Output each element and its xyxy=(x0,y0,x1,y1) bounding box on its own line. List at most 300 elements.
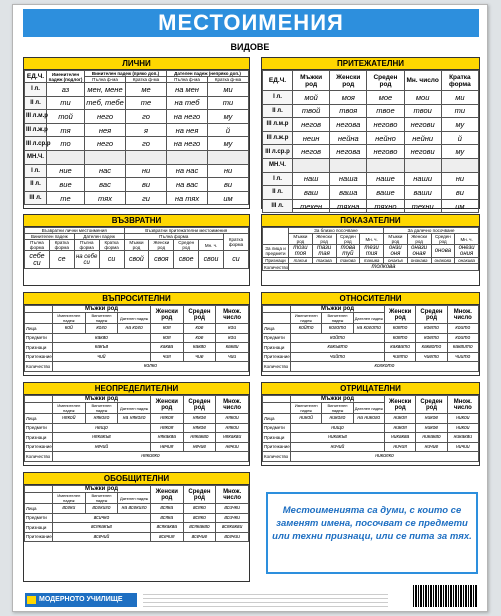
vaprositelni-value: кое xyxy=(183,324,216,334)
lichni-cell: него xyxy=(85,137,126,151)
obobshtitelni-row xyxy=(25,504,249,514)
obobshtitelni-value: всякакви xyxy=(216,523,249,533)
vaprositelni-row xyxy=(25,324,249,334)
otnositelni-value: която xyxy=(384,333,415,343)
pritejatelni-cell: моя xyxy=(330,91,367,105)
lichni-cell: ни xyxy=(126,164,167,178)
otricatelni-value: никоя xyxy=(384,414,415,424)
vaz-v-8: си xyxy=(224,251,249,269)
lichni-cell: на него xyxy=(167,110,208,124)
pritejatelni-cell: II л. xyxy=(263,186,293,200)
pok-g-0: Мъжки род xyxy=(289,234,313,245)
otnositelni-value: чиято xyxy=(384,352,415,362)
lichni-row xyxy=(25,123,249,137)
neopredelitelni-col-head: Женски род xyxy=(150,396,183,414)
otricatelni-value: ничия xyxy=(384,442,415,452)
otnositelni-value: което xyxy=(416,324,447,334)
vaz-h4-6: Среден род xyxy=(174,240,199,251)
vazvratni-table xyxy=(24,227,249,269)
otricatelni-corner-2 xyxy=(263,403,291,414)
prit-h-3: Среден род xyxy=(367,71,404,91)
pok-r0-v4: онзи оня xyxy=(384,245,408,258)
otricatelni-col-head: Множ. число xyxy=(447,396,478,414)
lichni-cell: I л. xyxy=(25,83,47,97)
pok-r0-v7: онези ония xyxy=(455,245,479,258)
pok-r1-v7: онакива xyxy=(455,258,479,264)
pok-r2-v0: толкова xyxy=(289,264,479,271)
vaz-v-6: свое xyxy=(174,251,199,269)
otricatelni-row xyxy=(263,423,479,433)
pritejatelni-cell: й xyxy=(441,131,478,145)
pokazatelni-title: ПОКАЗАТЕЛНИ xyxy=(262,215,479,227)
obobshtitelni-panel xyxy=(23,472,250,582)
lichni-cell: я xyxy=(126,123,167,137)
pok-g-5: Женски род xyxy=(407,234,431,245)
lichni-cell: ви xyxy=(208,178,249,192)
neopredelitelni-title: НЕОПРЕДЕЛИТЕЛНИ xyxy=(24,383,249,395)
vaprositelni-value: кое xyxy=(183,333,216,343)
definition-note: Местоименията са думи, с които се заменят имена, посочват се предмети или техни признаци, или се пита за тях. xyxy=(266,492,478,574)
page-title: МЕСТОИМЕНИЯ xyxy=(23,9,479,37)
vaprositelni-table xyxy=(24,305,249,372)
pok-corner xyxy=(263,228,289,245)
lichni-cell xyxy=(167,150,208,164)
neopredelitelni-row xyxy=(25,414,249,424)
pritejatelni-row xyxy=(263,118,479,132)
neopredelitelni-value: някакъв xyxy=(53,433,151,443)
barcode xyxy=(413,585,477,607)
otnositelni-col-head: Женски род xyxy=(384,306,415,324)
pok-g-2: Среден род xyxy=(336,234,360,245)
lichni-row xyxy=(25,150,249,164)
otnositelni-title: ОТНОСИТЕЛНИ xyxy=(262,293,479,305)
otricatelni-value: на никого xyxy=(353,414,384,424)
pritejatelni-cell: неин xyxy=(293,131,330,145)
pritejatelni-cell: нейни xyxy=(404,131,441,145)
lichni-sh-0: Пълна ф-ма xyxy=(85,77,126,83)
otnositelni-corner-2 xyxy=(263,313,291,324)
otricatelni-sub-head: Винителен падеж xyxy=(322,403,353,414)
prit-h-2: Женски род xyxy=(330,71,367,91)
lichni-cell: те xyxy=(126,96,167,110)
prit-h-5: Кратка форма xyxy=(441,71,478,91)
vaz-h3-3: Кратка форма xyxy=(224,234,249,251)
vaprositelni-value: коя xyxy=(150,333,183,343)
neopredelitelni-panel xyxy=(23,382,250,466)
pok-r0-v3: тези тия xyxy=(360,245,384,258)
pok-r1-v1: такава xyxy=(312,258,336,264)
prit-h-0: ЕД.Ч. xyxy=(263,71,293,91)
lichni-h-1: Именителен падеж (подлог) xyxy=(47,71,85,83)
vaprositelni-col-head: Женски род xyxy=(150,306,183,324)
vaz-v-7: свои xyxy=(199,251,224,269)
pok-g-7: Мн. ч. xyxy=(455,234,479,245)
otricatelni-row xyxy=(263,452,479,462)
pritejatelni-cell: тяхна xyxy=(330,199,367,213)
obobshtitelni-value: всяка xyxy=(150,513,183,523)
otnositelni-value: каквато xyxy=(384,343,415,353)
otnositelni-row-label: Количество xyxy=(263,362,291,372)
lichni-cell: той xyxy=(47,110,85,124)
vaprositelni-panel xyxy=(23,292,250,376)
lichni-cell: теб, тебе xyxy=(85,96,126,110)
pritejatelni-cell: ти xyxy=(441,104,478,118)
otricatelni-value: никое xyxy=(416,423,447,433)
otnositelni-value: чийто xyxy=(291,352,385,362)
otricatelni-col-head: Женски род xyxy=(384,396,415,414)
obobshtitelni-value: всяка xyxy=(150,504,183,514)
vaz-h4-7: Мн. ч. xyxy=(199,240,224,251)
neopredelitelni-value: на някого xyxy=(118,414,151,424)
vazvratni-title: ВЪЗВРАТНИ xyxy=(24,215,249,227)
obobshtitelni-row-label: Лица xyxy=(25,504,53,514)
otricatelni-value: никакво xyxy=(416,433,447,443)
neopredelitelni-col-head: Множ. число xyxy=(216,396,249,414)
pritejatelni-title: ПРИТЕЖАТЕЛНИ xyxy=(262,58,479,70)
pritejatelni-cell: ваша xyxy=(330,186,367,200)
otricatelni-table xyxy=(262,395,479,462)
neopredelitelni-row-label: Предмети xyxy=(25,423,53,433)
otnositelni-value: когото xyxy=(322,324,353,334)
vaz-v-2: на себе си xyxy=(74,251,99,269)
neopredelitelni-table xyxy=(24,395,249,462)
vaprositelni-value: кого xyxy=(85,324,118,334)
vaprositelni-corner-2 xyxy=(25,313,53,324)
obobshtitelni-title: ОБОБЩИТЕЛНИ xyxy=(24,473,249,485)
lichni-cell: него xyxy=(85,110,126,124)
lichni-cell: III л. xyxy=(25,191,47,205)
pritejatelni-cell xyxy=(367,158,404,172)
pritejatelni-row xyxy=(263,145,479,159)
neopredelitelni-value: някакви xyxy=(216,433,249,443)
lichni-cell: го xyxy=(126,137,167,151)
vaprositelni-value: кой xyxy=(53,324,86,334)
obobshtitelni-row xyxy=(25,523,249,533)
pok-r0-v1: тази тая xyxy=(312,245,336,258)
obobshtitelni-corner-2 xyxy=(25,493,53,504)
otricatelni-value: никой xyxy=(291,414,322,424)
otricatelni-value: никои xyxy=(447,414,478,424)
pritejatelni-cell: техни xyxy=(404,199,441,213)
otnositelni-sub-head: Именителен падеж xyxy=(291,313,322,324)
otricatelni-row-label: Предмети xyxy=(263,423,291,433)
neopredelitelni-value: нечие xyxy=(183,442,216,452)
obobshtitelni-row xyxy=(25,532,249,542)
otnositelni-row xyxy=(263,324,479,334)
otnositelni-value: които xyxy=(447,333,478,343)
pritejatelni-cell: негови xyxy=(404,145,441,159)
otricatelni-value: никакви xyxy=(447,433,478,443)
pritejatelni-cell: ваш xyxy=(293,186,330,200)
lichni-cell: ние xyxy=(47,164,85,178)
vaprositelni-row-label: Признаци xyxy=(25,343,53,353)
otnositelni-col-head: Мъжки род xyxy=(291,306,385,313)
obobshtitelni-value: всякакво xyxy=(183,523,216,533)
lichni-cell: на тях xyxy=(167,191,208,205)
pritejatelni-row xyxy=(263,186,479,200)
pok-r0-v5: онази оная xyxy=(407,245,431,258)
pritejatelni-cell: нейна xyxy=(330,131,367,145)
pritejatelni-cell: твоя xyxy=(330,104,367,118)
pok-r1-v0: такъв xyxy=(289,258,313,264)
otnositelni-row xyxy=(263,362,479,372)
pritejatelni-cell: МН.Ч. xyxy=(263,158,293,172)
pritejatelni-cell: ви xyxy=(441,186,478,200)
lichni-cell: тях xyxy=(85,191,126,205)
vaprositelni-title: ВЪПРОСИТЕЛНИ xyxy=(24,293,249,305)
logo-icon xyxy=(27,596,36,604)
lichni-cell xyxy=(208,150,249,164)
neopredelitelni-corner-2 xyxy=(25,403,53,414)
vazvratni-panel xyxy=(23,214,250,286)
lichni-cell: ми xyxy=(208,83,249,97)
vaprositelni-value: кои xyxy=(216,324,249,334)
pritejatelni-cell xyxy=(330,158,367,172)
neopredelitelni-value: някоя xyxy=(150,423,183,433)
pritejatelni-cell: им xyxy=(441,199,478,213)
otnositelni-value: каквото xyxy=(416,343,447,353)
pritejatelni-cell: техен xyxy=(293,199,330,213)
pritejatelni-row xyxy=(263,91,479,105)
lichni-cell: нея xyxy=(85,123,126,137)
otnositelni-sub-head: Винителен падеж xyxy=(322,313,353,324)
lichni-h-2: Винителен падеж (пряко доп.) xyxy=(85,71,167,77)
otnositelni-value: колкото xyxy=(291,362,479,372)
vaprositelni-col-head: Мъжки род xyxy=(53,306,151,313)
obobshtitelni-sub-head: Дателен падеж xyxy=(118,493,151,504)
neopredelitelni-row xyxy=(25,452,249,462)
vaprositelni-row-label: Притежание xyxy=(25,352,53,362)
vaz-v-0: себе си xyxy=(25,251,50,269)
pok-r1-v6: онакова xyxy=(431,258,455,264)
otnositelni-value: който xyxy=(291,324,322,334)
pritejatelni-panel xyxy=(261,57,480,209)
pritejatelni-row xyxy=(263,131,479,145)
pritejatelni-cell: негови xyxy=(404,118,441,132)
otnositelni-corner xyxy=(263,306,291,313)
pok-r1-label: Признаци xyxy=(263,258,289,264)
pokazatelni-table xyxy=(262,227,479,271)
otnositelni-sub-head: Дателен падеж xyxy=(353,313,384,324)
obobshtitelni-value: всечии xyxy=(216,532,249,542)
pritejatelni-cell: му xyxy=(441,145,478,159)
obobshtitelni-value: всечие xyxy=(183,532,216,542)
otricatelni-value: никоя xyxy=(384,423,415,433)
vaprositelni-row xyxy=(25,333,249,343)
pritejatelni-cell: ваше xyxy=(367,186,404,200)
lichni-sh-2: Пълна ф-ма xyxy=(167,77,208,83)
vaprositelni-value: чия xyxy=(150,352,183,362)
pritejatelni-cell: наши xyxy=(404,172,441,186)
lichni-row xyxy=(25,83,249,97)
pok-r1-v4: онакъв xyxy=(384,258,408,264)
otnositelni-col-head: Множ. число xyxy=(447,306,478,324)
pok-g-4: Мъжки род xyxy=(384,234,408,245)
neopredelitelni-row xyxy=(25,423,249,433)
obobshtitelni-value: всичко xyxy=(53,513,151,523)
neopredelitelni-value: някакво xyxy=(183,433,216,443)
lichni-cell: вас xyxy=(85,178,126,192)
otricatelni-title: ОТРИЦАТЕЛНИ xyxy=(262,383,479,395)
otnositelni-value: който xyxy=(291,333,385,343)
lichni-cell: ги xyxy=(126,191,167,205)
otricatelni-row-label: Притежание xyxy=(263,442,291,452)
pritejatelni-cell: наш xyxy=(293,172,330,186)
obobshtitelni-table xyxy=(24,485,249,542)
otnositelni-row-label: Притежание xyxy=(263,352,291,362)
vaprositelni-value: какъв xyxy=(53,343,151,353)
otricatelni-value: никое xyxy=(416,414,447,424)
pok-r0-v6: онова xyxy=(431,245,455,258)
pok-r1-v5: онакава xyxy=(407,258,431,264)
pritejatelni-cell: негова xyxy=(330,118,367,132)
vaprositelni-row xyxy=(25,352,249,362)
otricatelni-col-head: Среден род xyxy=(416,396,447,414)
lichni-cell: мен, мене xyxy=(85,83,126,97)
pritejatelni-cell: мои xyxy=(404,91,441,105)
lichni-title: ЛИЧНИ xyxy=(24,58,249,70)
lichni-cell: на вас xyxy=(167,178,208,192)
vaz-h3-2: Пълна форма xyxy=(124,234,224,240)
vaz-v-4: свой xyxy=(124,251,149,269)
otnositelni-row-label: Предмети xyxy=(263,333,291,343)
vaprositelni-value: кои xyxy=(216,333,249,343)
neopredelitelni-col-head: Среден род xyxy=(183,396,216,414)
pritejatelni-cell: ваши xyxy=(404,186,441,200)
lichni-row xyxy=(25,191,249,205)
vaz-h4-5: Женски род xyxy=(149,240,174,251)
otnositelni-value: какъвто xyxy=(291,343,385,353)
neopredelitelni-value: нечия xyxy=(150,442,183,452)
lichni-cell: ви xyxy=(126,178,167,192)
obobshtitelni-value: всички xyxy=(216,504,249,514)
neopredelitelni-row xyxy=(25,433,249,443)
otricatelni-value: никакъв xyxy=(291,433,385,443)
obobshtitelni-row xyxy=(25,513,249,523)
vaz-h4-2: Пълна форма xyxy=(74,240,99,251)
lichni-cell: II л. xyxy=(25,178,47,192)
vaprositelni-value: колко xyxy=(53,362,249,372)
lichni-sh-3: Кратка ф-ма xyxy=(208,77,249,83)
lichni-cell: на нея xyxy=(167,123,208,137)
otnositelni-row-label: Признаци xyxy=(263,343,291,353)
otnositelni-row-label: Лица xyxy=(263,324,291,334)
otricatelni-row-label: Количество xyxy=(263,452,291,462)
otnositelni-row xyxy=(263,333,479,343)
otricatelni-value: ничий xyxy=(291,442,385,452)
lichni-cell: му xyxy=(208,137,249,151)
pok-r1-v2: такова xyxy=(336,258,360,264)
pritejatelni-cell: твое xyxy=(367,104,404,118)
obobshtitelni-value: всечия xyxy=(150,532,183,542)
obobshtitelni-row-label: Предмети xyxy=(25,513,53,523)
neopredelitelni-sub-head: Именителен падеж xyxy=(53,403,86,414)
otricatelni-row-label: Лица xyxy=(263,414,291,424)
pritejatelni-cell: му xyxy=(441,118,478,132)
otnositelni-row xyxy=(263,343,479,353)
pritejatelni-cell: тяхно xyxy=(367,199,404,213)
lichni-cell xyxy=(85,150,126,164)
pritejatelni-cell: III л.ж.р xyxy=(263,131,293,145)
pok-r2-label: Количество xyxy=(264,264,289,270)
footnote-text xyxy=(143,591,388,607)
lichni-row xyxy=(25,178,249,192)
pritejatelni-row xyxy=(263,158,479,172)
lichni-row xyxy=(25,137,249,151)
lichni-cell: ме xyxy=(126,83,167,97)
neopredelitelni-value: някаква xyxy=(150,433,183,443)
lichni-cell: на мен xyxy=(167,83,208,97)
neopredelitelni-row-label: Количество xyxy=(25,452,53,462)
lichni-cell: ти xyxy=(208,96,249,110)
vaprositelni-row xyxy=(25,362,249,372)
lichni-cell: вие xyxy=(47,178,85,192)
pritejatelni-cell: III л.м.р xyxy=(263,118,293,132)
vaz-h1: Възвратни лични местоимения xyxy=(25,228,125,234)
lichni-cell: нас xyxy=(85,164,126,178)
neopredelitelni-row-label: Притежание xyxy=(25,442,53,452)
lichni-cell: III л.ср.р xyxy=(25,137,47,151)
neopredelitelni-col-head: Мъжки род xyxy=(53,396,151,403)
vaz-h4-3: Кратка форма xyxy=(99,240,124,251)
neopredelitelni-value: нечий xyxy=(53,442,151,452)
prit-h-4: Мн. число xyxy=(404,71,441,91)
lichni-sh-1: Кратка ф-ма xyxy=(126,77,167,83)
neopredelitelni-row-label: Лица xyxy=(25,414,53,424)
otricatelni-value: никаква xyxy=(384,433,415,443)
otnositelni-table xyxy=(262,305,479,372)
vaprositelni-value: чий xyxy=(53,352,151,362)
lichni-row xyxy=(25,110,249,124)
otricatelni-sub-head: Дателен падеж xyxy=(353,403,384,414)
pritejatelni-cell: II л. xyxy=(263,104,293,118)
otricatelni-value: ничии xyxy=(447,442,478,452)
otnositelni-value: каквито xyxy=(447,343,478,353)
pok-r0-v0: този тоя xyxy=(289,245,313,258)
pritejatelni-cell: негово xyxy=(367,118,404,132)
neopredelitelni-sub-head: Дателен падеж xyxy=(118,403,151,414)
pritejatelni-cell xyxy=(293,158,330,172)
pok-far: За далечно посочване xyxy=(384,228,479,234)
otricatelni-row xyxy=(263,442,479,452)
lichni-cell: I л. xyxy=(25,164,47,178)
poster xyxy=(12,4,488,612)
otricatelni-panel xyxy=(261,382,480,466)
otnositelni-value: на когото xyxy=(353,324,384,334)
vaprositelni-row-label: Лица xyxy=(25,324,53,334)
lichni-cell: ти xyxy=(47,96,85,110)
otricatelni-value: никого xyxy=(322,414,353,424)
lichni-cell: на теб xyxy=(167,96,208,110)
pritejatelni-cell: мой xyxy=(293,91,330,105)
lichni-table xyxy=(24,70,249,205)
logo-text: МОДЕРНОТО УЧИЛИЩЕ xyxy=(39,596,123,603)
pok-g-3: Мн. ч. xyxy=(360,234,384,245)
lichni-cell: тя xyxy=(47,123,85,137)
obobshtitelni-row-label: Притежание xyxy=(25,532,53,542)
pritejatelni-cell: I л. xyxy=(263,172,293,186)
otnositelni-value: чиито xyxy=(447,352,478,362)
pritejatelni-cell: наша xyxy=(330,172,367,186)
lichni-cell xyxy=(126,150,167,164)
obobshtitelni-row-label: Признаци xyxy=(25,523,53,533)
pok-near: За близко посочване xyxy=(289,228,384,234)
otricatelni-corner xyxy=(263,396,291,403)
neopredelitelni-value: някой xyxy=(53,414,86,424)
vaprositelni-col-head: Множ. число xyxy=(216,306,249,324)
publisher-logo xyxy=(25,593,137,607)
lichni-cell: му xyxy=(208,110,249,124)
